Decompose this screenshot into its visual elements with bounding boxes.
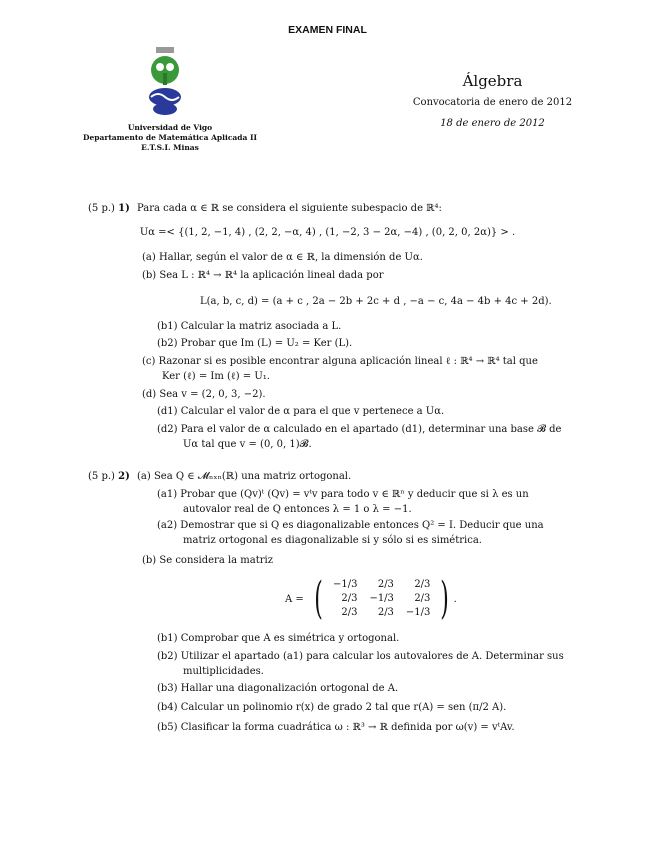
q1-b: (b) Sea L : ℝ⁴ → ℝ⁴ la aplicación lineal dada por [142,270,384,281]
q1-number: 1) [118,203,130,214]
q2-b: (b) Se considera la matriz [142,555,274,566]
q1-c-line1: (c) Razonar si es posible encontrar alguna aplicación lineal ℓ : ℝ⁴ → ℝ⁴ tal que [142,356,538,367]
matrix-cell: −1/3 [405,607,431,618]
q2-a1-line2: autovalor real de Q entonces λ = 1 o λ = −1. [183,504,412,515]
q2-a: (a) Sea Q ∈ 𝓜ₙₓₙ(ℝ) una matriz ortogonal. [137,471,352,482]
matrix-cell: 2/3 [414,579,431,590]
q1-d: (d) Sea v = (2, 0, 3, −2). [142,389,266,400]
matrix-right-paren: ) [440,573,450,624]
q2-b3: (b3) Hallar una diagonalización ortogonal de A. [157,683,399,694]
q2-a2-line1: (a2) Demostrar que si Q es diagonalizable entonces Q² = I. Deducir que una [157,520,544,531]
q1-b1: (b1) Calcular la matriz asociada a L. [157,321,342,332]
q1-c-line2: Ker (ℓ) = Im (ℓ) = U₁. [162,371,270,382]
matrix-row [327,578,436,592]
university-logo [140,45,190,120]
matrix-row [327,606,436,620]
matrix-row [327,592,436,606]
q2-a2-line2: matriz ortogonal es diagonalizable si y sólo si es simétrica. [183,535,482,546]
department-name: Departamento de Matemática Aplicada II [83,133,257,142]
q1-points: (5 p.) [88,203,115,214]
matrix-entries [327,578,436,620]
exam-title: EXAMEN FINAL [288,24,367,36]
q2-b2-line2: multiplicidades. [183,666,264,677]
matrix-cell: 2/3 [377,579,394,590]
q2-b1: (b1) Comprobar que A es simétrica y ortogonal. [157,633,400,644]
q2-b5: (b5) Clasificar la forma cuadrática ω : ℝ³ → ℝ definida por ω(v) = vᵗAv. [157,722,515,733]
exam-date: 18 de enero de 2012 [440,118,545,129]
q1-intro: Para cada α ∈ ℝ se considera el siguiente subespacio de ℝ⁴: [137,203,442,214]
q2-b4: (b4) Calcular un polinomio r(x) de grado 2 tal que r(A) = sen (π/2 A). [157,702,507,713]
q1-d1: (d1) Calcular el valor de α para el que v pertenece a Uα. [157,406,445,417]
matrix-cell: 2/3 [341,607,358,618]
q1-a: (a) Hallar, según el valor de α ∈ ℝ, la dimensión de Uα. [142,252,423,263]
convocatoria: Convocatoria de enero de 2012 [412,97,573,108]
institution-block [70,123,270,153]
matrix-left-paren: ( [314,573,323,624]
matrix-period: . [453,593,457,605]
q2-header [88,471,351,482]
q1-d2-line1: (d2) Para el valor de α calculado en el apartado (d1), determinar una base 𝓑 de [157,424,562,435]
matrix-cell: 2/3 [341,593,358,604]
matrix-cell: 2/3 [377,607,394,618]
matrix-cell: 2/3 [414,593,431,604]
q2-number: 2) [118,471,130,482]
matrix-cell: −1/3 [369,593,394,604]
subject-name: Álgebra [462,72,523,90]
university-name: Universidad de Vigo [127,123,213,132]
matrix-cell: −1/3 [332,579,358,590]
q1-header [88,203,442,214]
q1-b2: (b2) Probar que Im (L) = U₂ = Ker (L). [157,338,353,349]
q2-points: (5 p.) [88,471,115,482]
q1-subspace-def: Uα =< {(1, 2, −1, 4) , (2, 2, −α, 4) , (1, −2, 3 − 2α, −4) , (0, 2, 0, 2α)} > . [139,227,516,238]
school-name: E.T.S.I. Minas [141,143,199,152]
matrix-label: A = [285,593,304,605]
q1-b-formula: L(a, b, c, d) = (a + c , 2a − 2b + 2c + d , −a − c, 4a − 4b + 4c + 2d). [200,296,552,307]
q2-a1-line1: (a1) Probar que (Qv)ᵗ (Qv) = vᵗv para todo v ∈ ℝⁿ y deducir que si λ es un [157,489,529,500]
matrix-a [285,573,457,624]
q1-d2-line2: Uα tal que v = (0, 0, 1)𝓑. [183,439,312,450]
q2-b2-line1: (b2) Utilizar el apartado (a1) para calcular los autovalores de A. Determinar sus [157,651,564,662]
